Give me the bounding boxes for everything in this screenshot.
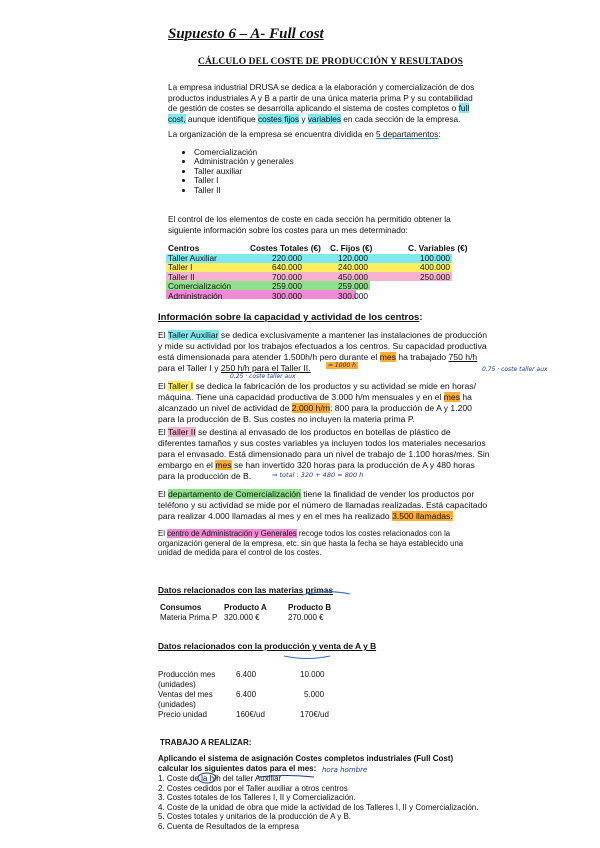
highlight-taller-i: Taller I [167,381,194,391]
org-text-a: La organización de la empresa se encuentra dividida en [168,129,377,139]
header-costes-variables: C. Variables (€) [408,243,468,253]
highlight-taller-auxiliar: Taller Auxiliar [167,330,219,340]
materias-primas-heading: Datos relacionados con las materias primas [158,585,334,595]
t1-text-a: El [158,381,168,391]
control-paragraph: El control de los elementos de coste en cada sección ha permitido obtener la siguiente información sobre los costes para un mes determinado: [168,214,451,235]
highlight-administracion: centro de Administración y Generales [167,529,297,538]
handwritten-underline-mp [300,588,352,598]
intro-text-b: aunque identifique [185,113,258,124]
cell-centro: Comercialización [168,281,232,291]
cell-variables: 400.000 [420,262,450,272]
cost-table [168,244,478,301]
table-header-row [160,603,352,613]
handwritten-note-hora-hombre: hora hombre [322,766,368,774]
cell-centro: Taller I [168,262,193,272]
cell-centro: Taller II [168,271,195,282]
highlight-variables: variables [307,113,341,124]
produccion-heading: Datos relacionados con la producción y venta de A y B [158,641,377,651]
list-item: 3. Costes totales de los Talleres I, II y Comercialización. [158,793,356,803]
header-costes-totales: Costes Totales (€) [250,243,321,253]
taller-i-paragraph [158,381,490,425]
aux-text-d: para el Taller I y [158,363,221,373]
cell-producto-b: 170€/ud [300,710,329,719]
adm-text-a: El [158,529,168,538]
highlight-mes: mes [215,460,232,470]
highlight-costes-fijos: costes fijos [257,113,300,124]
highlight-llamadas: 3.500 llamadas. [392,511,453,521]
cell-producto-a: 320.000 € [224,612,260,622]
handwritten-circle-hh [196,772,218,784]
handwritten-underline-prod [282,652,332,662]
list-item: • Comercialización [194,148,294,157]
cell-total: 259.000 [272,281,302,291]
handwritten-note-total-hours: = 1000 h [328,362,356,369]
com-text-b: tiene la finalidad de vender los productos por teléfono y su actividad se mide por el número de llamadas realizadas. Está capacitado para realizar 4.000 llamadas al mes y en el mes ha realizado [158,489,488,521]
t2-text-c: se han invertido 320 horas para la producción de A y 480 horas para la producción de B. [158,460,475,481]
cell-producto-a: 6.400 [236,690,257,699]
cell-variables [408,292,478,302]
taller-auxiliar-paragraph [158,330,490,374]
cell-total: 220.000 [272,252,302,263]
cell-fijos: 259.000 [338,281,368,291]
cell-centro: Taller Auxiliar [168,252,217,263]
cell-centro: Administración [168,290,223,301]
comercializacion-paragraph [158,489,490,522]
header-producto-b: Producto B [288,603,332,612]
aux-hours-total: 750 h/h [448,352,478,362]
document-title: Supuesto 6 – A- Full cost [168,26,324,42]
list-item: 5. Costes totales y unitarios de la producción de A y B. [158,812,351,822]
t1-text-d: : 800 para la producción de A y 1.200 para la producción de B. Sus costes no incluyen la materia prima P. [158,403,472,424]
aux-text-c: ha trabajado [395,352,449,362]
list-item: • Administración y generales [194,157,294,166]
cell-fijos: 300.000 [338,290,368,301]
header-centros: Centros [168,243,200,253]
org-departments-count: 5 departamentos [376,129,439,139]
list-item: 6. Cuenta de Resultados de la empresa [158,821,299,831]
aux-hours-taller-ii: 250 h/h para el Taller II. [220,363,311,373]
intro-text-d: en cada sección de la empresa. [341,113,461,124]
cell-producto-a: 160€/ud [236,710,265,719]
list-item: • Taller II [194,186,294,195]
adm-text-b: recoge todos los costes relacionados con la organización general de la empresa, etc. sin que hasta la fecha se haya establecido una unidad de medida para el control de los costes. [158,529,464,558]
cell-producto-b: 10.000 [300,670,325,679]
list-item: 4. Coste de la unidad de obra que mide la actividad de los Talleres I, II y Comercialización. [158,802,479,812]
t2-text-a: El [158,427,168,437]
capacity-heading-colon: : [419,312,423,323]
highlight-actividad-taller-i: 2.000 h/m [291,403,330,413]
t1-text-b: se dedica la fabricación de los productos y su actividad se mide en horas/ máquina. Tiene una capacidad productiva de 3.000 h/m mensuales y en el [158,381,476,402]
highlight-mes: mes [443,392,460,402]
cell-producto-a: 6.400 [236,670,257,679]
cell-variables [408,282,478,292]
cell-variables: 100.000 [420,252,450,263]
cell-total: 700.000 [272,271,302,282]
cell-label: Producción mes (unidades) [158,670,216,689]
aux-text-b: se dedica exclusivamente a mantener las instalaciones de producción y mide su actividad por los trabajos efectuados a los centros. Su capacidad productiva está dimensionada para atender 1.500h/h pero durante el [158,330,487,362]
capacity-heading-text: Información sobre la capacidad y actividad de los centros [158,312,420,323]
t2-text-b: se destina al envasado de los productos en botellas de plástico de diferentes tamaños y sus costes variables ya incluyen todos los materiales necesarios para el envasado. Está dimensionado para un nivel de trabajo de 1.100 horas/mes. Sin embargo en el [158,427,490,470]
list-item: • Taller I [194,176,294,185]
highlight-mes: mes [379,352,396,362]
intro-text-a: La empresa industrial DRUSA se dedica a la elaboración y comercialización de dos productos industriales A y B a partir de una única materia prima P y su contabilidad de gestión de costes se desarrolla aplicando el sistema de costes completos o [168,82,475,113]
materias-primas-table [160,603,352,622]
list-item: • Taller auxiliar [194,167,294,176]
highlight-taller-ii: Taller II [167,427,196,437]
handwritten-note-075: 0,75 · coste taller aux [482,366,548,373]
com-text-a: El [158,489,169,499]
work-heading: TRABAJO A REALIZAR: [160,738,252,747]
highlight-full-cost: full cost, [168,103,470,124]
aux-text-a: El [158,330,168,340]
handwritten-note-025: 0,25 · coste taller aux [230,373,296,380]
highlight-comercializacion: departamento de Comercialización [168,489,301,499]
cell-variables: 250.000 [420,271,450,282]
capacity-heading [158,312,423,323]
document-subtitle: CÁLCULO DEL COSTE DE PRODUCCIÓN Y RESULTADOS [198,57,463,67]
work-intro: Aplicando el sistema de asignación Costes completos industriales (Full Cost) calcular los siguientes datos para el mes: [158,754,454,773]
t1-text-c: ha alcanzado un nivel de actividad de [158,392,472,413]
list-item: 1. Coste de la h/h del taller Auxiliar [158,774,282,783]
header-producto-a: Producto A [224,603,267,612]
org-text-b: : [438,129,441,139]
cell-total: 640.000 [272,262,302,272]
header-consumos: Consumos [160,603,202,612]
cell-producto-b: 270.000 € [288,612,324,622]
cell-fijos: 240.000 [338,262,368,272]
cell-fijos: 450.000 [338,271,368,282]
list-item: 2. Costes cedidos por el Taller auxiliar a otros centros [158,783,348,793]
cell-fijos: 120.000 [338,252,368,263]
intro-paragraph [168,82,480,124]
administracion-paragraph [158,529,480,558]
cell-total: 300.000 [272,290,302,301]
table-row [168,292,478,302]
handwritten-note-total-taller-ii: ⇒ total : 320 + 480 = 800 h [272,471,364,479]
cell-label: Ventas del mes (unidades) [158,690,213,709]
table-row [160,613,352,623]
organization-paragraph [168,129,480,140]
cell-label: Precio unidad [158,710,207,719]
cell-producto-b: 5.000 [304,690,325,699]
departments-list [180,148,294,195]
cell-consumo: Materia Prima P [160,612,218,622]
intro-text-c: y [299,113,308,124]
header-costes-fijos: C. Fijos (€) [330,243,373,253]
